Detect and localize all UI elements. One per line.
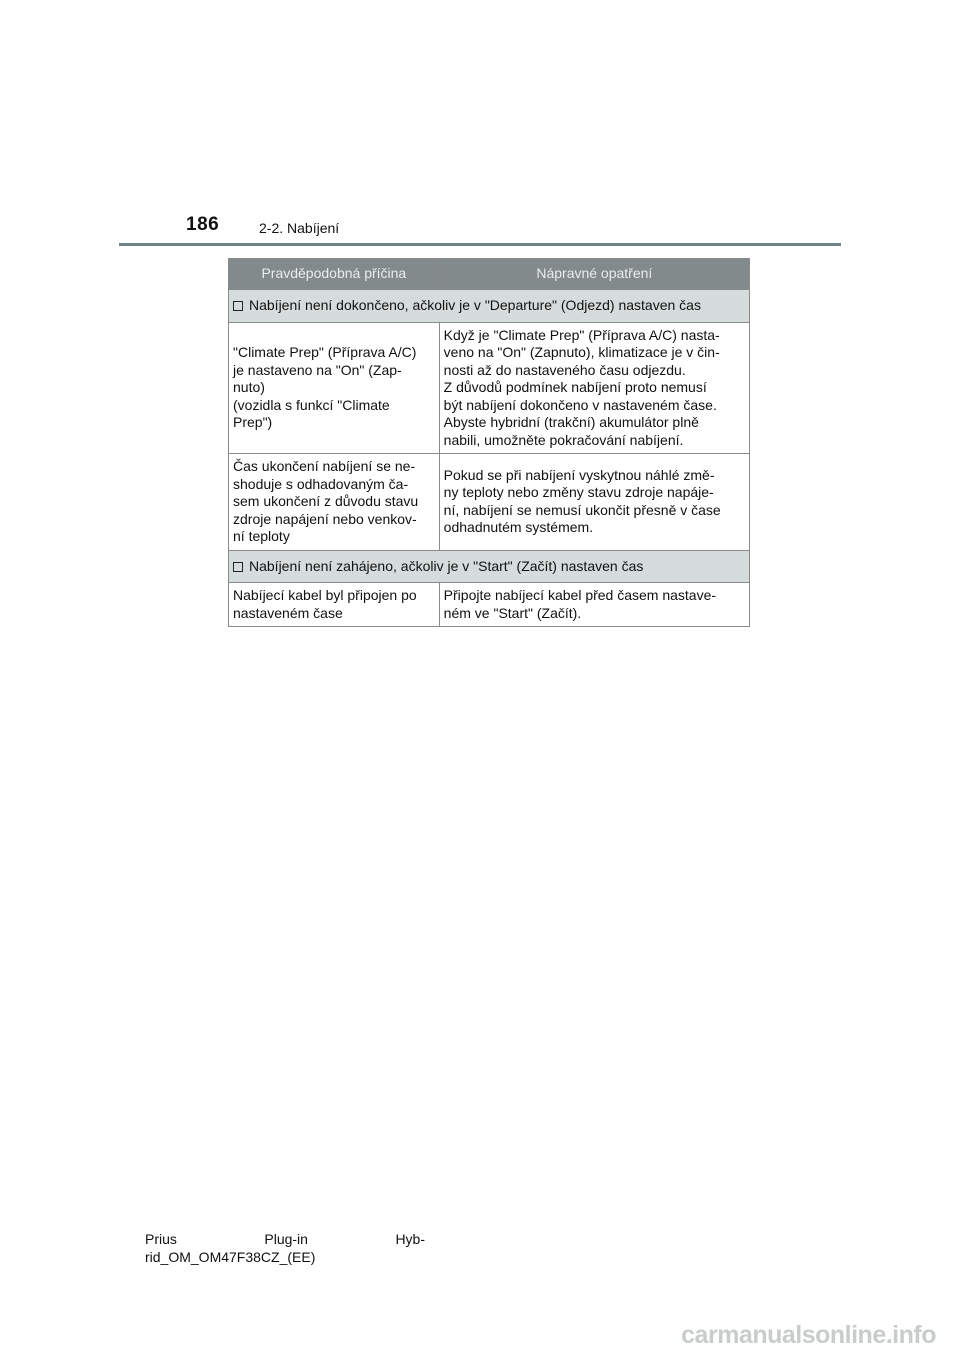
table-header-row bbox=[229, 259, 750, 290]
table-row bbox=[229, 322, 750, 454]
checkbox-icon bbox=[233, 301, 243, 311]
cause-cell: Nabíjecí kabel byl připojen po nastaveném čase bbox=[229, 583, 440, 627]
group-row-departure bbox=[229, 290, 750, 323]
column-header-cause: Pravděpodobná příčina bbox=[229, 259, 440, 290]
footer bbox=[145, 1230, 425, 1266]
table-row bbox=[229, 454, 750, 551]
footer-line-2: rid_OM_OM47F38CZ_(EE) bbox=[145, 1249, 316, 1265]
header-rule bbox=[119, 243, 841, 246]
cause-cell: Čas ukončení nabíjení se ne- shoduje s odhadovaným ča- sem ukončení z důvodu stavu zdroje napájení nebo venkov- ní teploty bbox=[229, 454, 440, 551]
section-title: 2-2. Nabíjení bbox=[259, 220, 340, 236]
footer-variant: Plug-in bbox=[264, 1231, 308, 1247]
group-title-cell bbox=[229, 290, 750, 323]
checkbox-icon bbox=[233, 562, 243, 572]
column-header-remedy: Nápravné opatření bbox=[439, 259, 749, 290]
remedy-cell: Připojte nabíjecí kabel před časem nastave- ném ve "Start" (Začít). bbox=[439, 583, 749, 627]
cause-remedy-table bbox=[228, 258, 750, 627]
remedy-cell: Když je "Climate Prep" (Příprava A/C) nasta- veno na "On" (Zapnuto), klimatizace je v čin- nosti až do nastaveného času odjezdu. Z důvodů podmínek nabíjení proto nemusí být nabíjení dokončeno v nastaveném čase. Abyste hybridní (trakční) akumulátor plně nabili, umožněte pokračování nabíjení. bbox=[439, 322, 749, 454]
group-row-start bbox=[229, 550, 750, 583]
footer-model: Prius bbox=[145, 1231, 177, 1247]
footer-line-1 bbox=[145, 1230, 425, 1248]
group-title-cell bbox=[229, 550, 750, 583]
footer-type: Hyb- bbox=[395, 1231, 425, 1247]
watermark: carmanualsonline.info bbox=[681, 1321, 936, 1349]
remedy-cell: Pokud se při nabíjení vyskytnou náhlé změ- ny teploty nebo změny stavu zdroje napáje- ní, nabíjení se nemusí ukončit přesně v čase odhadnutém systémem. bbox=[439, 454, 749, 551]
group-title: Nabíjení není dokončeno, ačkoliv je v "Departure" (Odjezd) nastaven čas bbox=[249, 297, 701, 313]
group-title: Nabíjení není zahájeno, ačkoliv je v "Start" (Začít) nastaven čas bbox=[249, 557, 644, 574]
cause-cell: "Climate Prep" (Příprava A/C) je nastaveno na "On" (Zap- nuto) (vozidla s funkcí "Climate Prep") bbox=[229, 322, 440, 454]
table-row bbox=[229, 583, 750, 627]
page-number: 186 bbox=[186, 214, 220, 235]
